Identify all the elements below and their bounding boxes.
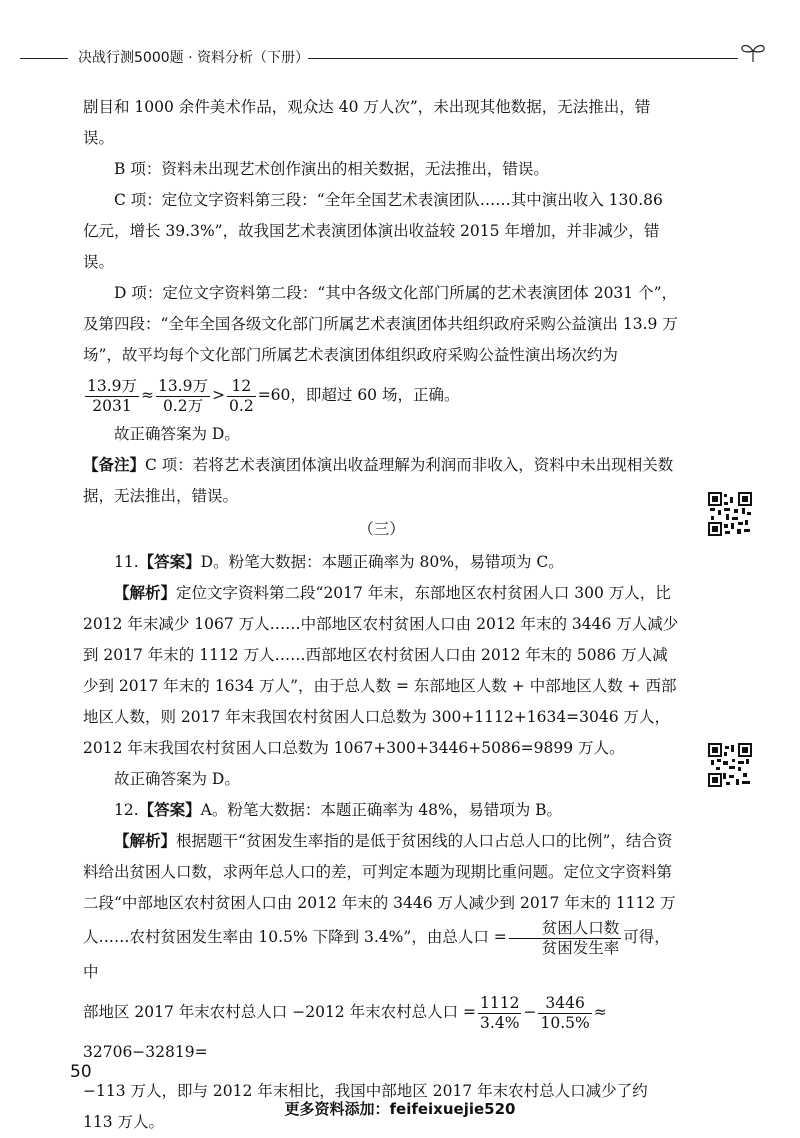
analysis-tag: 【解析】 [114, 584, 177, 603]
paragraph: C 项：定位文字资料第三段：“全年全国艺术表演团队……其中演出收入 130.86 亿元，增长 39.3%”，故我国艺术表演团体演出收益较 2015 年增加，并非减少，错误。 [83, 191, 663, 271]
header-rule-left [20, 58, 68, 59]
paragraph: −113 万人，即与 2012 年末相比，我国中部地区 2017 年末农村总人口减少了约 113 万人。 [83, 1082, 648, 1132]
header-rule-right [308, 58, 738, 59]
fraction: $\frac{3446}{10.5\%}$ [540, 994, 590, 1032]
paragraph: D 项：定位文字资料第二段：“其中各级文化部门所属的艺术表演团体 2031 个”，及第四段：“全年全国各级文化部门所属艺术表演团体共组织政府采购公益演出 13.9 万场”，故平均每个文化部门所属艺术表演团体组织政府采购公益性演出场次约为 [83, 284, 678, 364]
answer-tag: 【答案】 [138, 553, 201, 572]
fraction: $\frac{1112}{3.4\%}$ [480, 994, 520, 1032]
paragraph: 故正确答案为 D。 [114, 425, 240, 444]
fraction: $\frac{\text{13.9万}}{2031}$ [87, 376, 138, 415]
analysis-tag: 【解析】 [114, 832, 177, 851]
equation-line: $\frac{\text{13.9万}}{2031}$ ≈ $\frac{\text{13.9万}}{\text{0.2万}}$ > $\frac{12}{0.2}$ =60，即超过 60 场，正确。 [87, 376, 460, 415]
running-header-title: 决战行测5000题 · 资料分析（下册） [78, 50, 309, 66]
footer-note: 更多资料添加：feifeixuejie520 [284, 1100, 516, 1118]
fraction: $\frac{\text{13.9万}}{\text{0.2万}}$ [158, 376, 209, 415]
answer-tag: 【答案】 [138, 801, 201, 820]
paragraph: 剧目和 1000 余件美术作品，观众达 40 万人次”，未出现其他数据，无法推出，错误。 [83, 98, 651, 147]
equation-line: 部地区 2017 年末农村总人口 −2012 年末农村总人口 = $\frac{1112}{3.4\%}$ − $\frac{3446}{10.5\%}$ ≈ 32706−32819= [83, 994, 607, 1062]
paragraph: B 项：资料未出现艺术创作演出的相关数据，无法推出，错误。 [114, 160, 549, 178]
analysis-paragraph: 【解析】定位文字资料第二段“2017 年末，东部地区农村贫困人口 300 万人，比 2012 年末减少 1067 万人……中部地区农村贫困人口由 2012 年末的 3446 万人减少到 2017 年末的 1112 万人……西部地区农村贫困人口由 2012 年末的 5086 万人减少到 2017 年末的 1634 万人”，由于总人数 = 东部地区人数 + 中部地区人数 + 西部地区人数，则 2017 年末我国农村贫困人口总数为 300+1112+1634=3046 万人，2012 年末我国农村贫困人口总数为 1067+300+3446+5086=9899 万人。 [83, 584, 679, 758]
page-number: 50 [70, 1062, 92, 1082]
paragraph: 故正确答案为 D。 [114, 770, 240, 789]
note-paragraph: 【备注】C 项：若将艺术表演团体演出收益理解为利润而非收入，资料中未出现相关数据，无法推出，错误。 [83, 456, 674, 506]
fraction: $\frac{\text{贫困人口数}}{\text{贫困发生率}}$ [509, 919, 622, 957]
page-body [83, 92, 680, 1138]
answer-line: 12.【答案】A。粉笔大数据：本题正确率为 48%，易错项为 B。 [114, 801, 563, 820]
section-heading: （三） [358, 520, 405, 539]
qr-code-icon[interactable] [708, 743, 752, 787]
analysis-paragraph: 【解析】根据题干“贫困发生率指的是低于贫困线的人口占总人口的比例”，结合资料给出贫困人口数，求两年总人口的差，可判定本题为现期比重问题。定位文字资料第二段“中部地区农村贫困人口由 2012 年末的 3446 万人减少到 2017 年末的 1112 万人……农村贫困发生率由 10.5% 下降到 3.4%”，由总人口 = $\frac{\text{贫困人口数}}{\text{贫困发生率}}$ 可得，中 [83, 832, 676, 982]
sprout-icon [738, 40, 768, 64]
qr-code-icon[interactable] [708, 492, 752, 536]
answer-line: 11.【答案】D。粉笔大数据：本题正确率为 80%，易错项为 C。 [114, 553, 564, 572]
fraction: $\frac{12}{0.2}$ [229, 376, 254, 415]
note-tag: 【备注】 [83, 456, 146, 475]
